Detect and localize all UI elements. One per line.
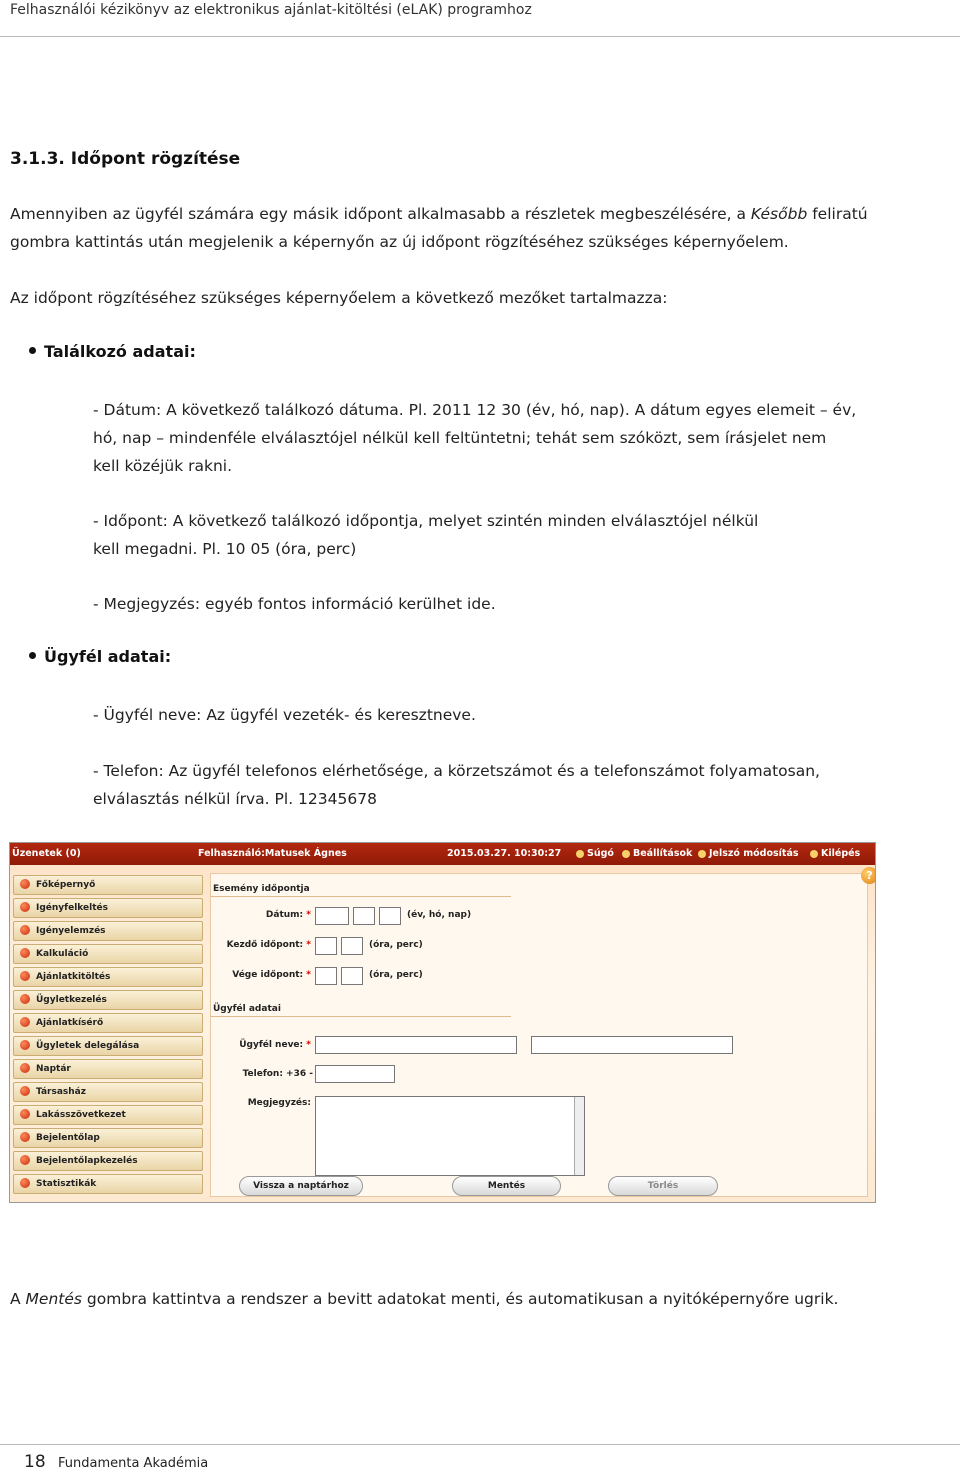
sidebar-item[interactable]	[13, 1105, 203, 1125]
bullet-icon	[20, 1063, 30, 1073]
fields-intro: Az időpont rögzítéséhez szükséges képernyőelem a következő mezőket tartalmazza:	[10, 289, 668, 307]
phone-label: Telefon: +36 -	[242, 1069, 313, 1079]
datetime-label: 2015.03.27. 10:30:27	[447, 848, 562, 859]
date-month-input[interactable]	[353, 907, 375, 925]
sidebar-item-label: Statisztikák	[36, 1179, 97, 1189]
meeting-title: Találkozó adatai:	[44, 342, 196, 361]
date-hint: (év, hó, nap)	[407, 910, 472, 920]
publisher: Fundamenta Akadémia	[58, 1456, 209, 1471]
sidebar-item[interactable]	[13, 921, 203, 941]
bullet-icon	[20, 1040, 30, 1050]
phone-input[interactable]	[315, 1065, 395, 1083]
header-divider	[0, 36, 960, 37]
settings-icon	[622, 850, 630, 858]
settings-link[interactable]: Beállítások	[622, 848, 692, 859]
sidebar-item-label: Lakásszövetkezet	[36, 1110, 126, 1120]
bullet-icon	[20, 1017, 30, 1027]
intro-paragraph	[10, 200, 950, 256]
date-year-input[interactable]	[315, 907, 349, 925]
sidebar-item-label: Igényfelkeltés	[36, 903, 108, 913]
sidebar-item[interactable]	[13, 1128, 203, 1148]
later-button-name: Később	[750, 205, 808, 223]
client-name-label: Ügyfél neve: *	[239, 1040, 311, 1050]
logout-link[interactable]: Kilépés	[810, 848, 860, 859]
intro-line-2: gombra kattintás után megjelenik a képernyőn az új időpont rögzítéséhez szükséges képernyőelem.	[10, 233, 789, 251]
user-label: Felhasználó:Matusek Ágnes	[198, 848, 347, 859]
save-button[interactable]: Mentés	[452, 1176, 561, 1196]
logout-icon	[810, 850, 818, 858]
end-time-label: Vége időpont: *	[232, 970, 311, 980]
sidebar-item-label: Ügyletek delegálása	[36, 1041, 140, 1051]
delete-button[interactable]: Törlés	[608, 1176, 718, 1196]
app-content	[10, 865, 875, 1202]
client-firstname-input[interactable]	[531, 1036, 733, 1054]
sidebar-item-label: Főképernyő	[36, 880, 96, 890]
sidebar-item-label: Naptár	[36, 1064, 71, 1074]
date-day-input[interactable]	[379, 907, 401, 925]
section-divider	[211, 896, 511, 897]
intro-line-1: Amennyiben az ügyfél számára egy másik időpont alkalmasabb a részletek megbeszélésére, a Később feliratú	[10, 205, 868, 223]
footer-divider	[0, 1444, 960, 1445]
start-hour-input[interactable]	[315, 937, 337, 955]
event-section-title: Esemény időpontja	[213, 884, 310, 894]
sidebar-item[interactable]	[13, 1059, 203, 1079]
sidebar-item-label: Ajánlatkitöltés	[36, 972, 111, 982]
save-button-name: Mentés	[25, 1290, 82, 1308]
sidebar-item[interactable]	[13, 990, 203, 1010]
date-label: Dátum: *	[265, 910, 311, 920]
sidebar-item[interactable]	[13, 1036, 203, 1056]
sidebar-item[interactable]	[13, 967, 203, 987]
meeting-bullet	[29, 342, 196, 361]
sidebar-item[interactable]	[13, 1013, 203, 1033]
after-paragraph: A Mentés gombra kattintva a rendszer a bevitt adatokat menti, és automatikusan a nyitóképernyőre ugrik.	[10, 1290, 839, 1308]
app-screenshot	[9, 842, 876, 1203]
client-title: Ügyfél adatai:	[44, 647, 172, 666]
bullet-icon	[20, 1178, 30, 1188]
help-link[interactable]: Súgó	[576, 848, 614, 859]
appointment-form	[210, 873, 868, 1197]
sidebar-item-label: Ajánlatkísérő	[36, 1018, 104, 1028]
bullet-icon	[20, 902, 30, 912]
bullet-icon	[20, 1109, 30, 1119]
start-minute-input[interactable]	[341, 937, 363, 955]
client-lastname-input[interactable]	[315, 1036, 517, 1054]
end-hour-input[interactable]	[315, 967, 337, 985]
date-description: - Dátum: A következő találkozó dátuma. Pl. 2011 12 30 (év, hó, nap). A dátum egyes elemeit – év, hó, nap – mindenféle elválasztójel nélkül kell feltüntetni; tehát sem szóközt, sem írásjelet nem kell közéjük rakni.	[93, 401, 857, 475]
section-heading: 3.1.3. Időpont rögzítése	[10, 149, 241, 169]
start-time-label: Kezdő időpont: *	[226, 940, 311, 950]
sidebar-item[interactable]	[13, 1082, 203, 1102]
help-icon[interactable]: ?	[861, 867, 876, 884]
bullet-icon	[29, 652, 36, 659]
sidebar-item[interactable]	[13, 898, 203, 918]
bullet-icon	[20, 925, 30, 935]
client-bullet	[29, 647, 171, 666]
end-time-hint: (óra, perc)	[369, 970, 423, 980]
name-description: - Ügyfél neve: Az ügyfél vezeték- és keresztneve.	[93, 706, 476, 724]
bullet-icon	[20, 879, 30, 889]
phone-description: - Telefon: Az ügyfél telefonos elérhetősége, a körzetszámot és a telefonszámot folyamatosan, elválasztás nélkül írva. Pl. 12345678	[93, 762, 820, 808]
messages-link[interactable]: Üzenetek (0)	[12, 848, 81, 859]
bullet-icon	[20, 971, 30, 981]
note-description: - Megjegyzés: egyéb fontos információ kerülhet ide.	[93, 595, 496, 613]
page-number: 18	[24, 1452, 46, 1472]
section-divider	[211, 1016, 511, 1017]
note-label: Megjegyzés:	[247, 1098, 311, 1108]
sidebar-item[interactable]	[13, 1151, 203, 1171]
sidebar-item-label: Ügyletkezelés	[36, 995, 107, 1005]
sidebar-item-label: Kalkuláció	[36, 949, 89, 959]
end-minute-input[interactable]	[341, 967, 363, 985]
sidebar-item[interactable]	[13, 1174, 203, 1194]
help-icon	[576, 850, 584, 858]
bullet-icon	[20, 1132, 30, 1142]
key-icon	[698, 850, 706, 858]
bullet-icon	[29, 347, 36, 354]
sidebar-item-label: Igényelemzés	[36, 926, 106, 936]
start-time-hint: (óra, perc)	[369, 940, 423, 950]
note-scrollbar[interactable]	[574, 1097, 584, 1175]
sidebar-item[interactable]	[13, 944, 203, 964]
sidebar-item-label: Társasház	[36, 1087, 86, 1097]
bullet-icon	[20, 994, 30, 1004]
app-topbar	[10, 843, 875, 865]
sidebar-item-label: Bejelentőlap	[36, 1133, 100, 1143]
time-description: - Időpont: A következő találkozó időpontja, melyet szintén minden elválasztójel nélkül kell megadni. Pl. 10 05 (óra, perc)	[93, 512, 759, 558]
sidebar-item[interactable]	[13, 875, 203, 895]
sidebar-item-label: Bejelentőlapkezelés	[36, 1156, 138, 1166]
client-section-title: Ügyfél adatai	[213, 1004, 281, 1014]
note-textarea[interactable]	[315, 1096, 585, 1176]
bullet-icon	[20, 1155, 30, 1165]
password-link[interactable]: Jelszó módosítás	[698, 848, 799, 859]
bullet-icon	[20, 948, 30, 958]
running-header: Felhasználói kézikönyv az elektronikus ajánlat-kitöltési (eLAK) programhoz	[10, 2, 532, 18]
back-to-calendar-button[interactable]: Vissza a naptárhoz	[239, 1176, 363, 1196]
bullet-icon	[20, 1086, 30, 1096]
